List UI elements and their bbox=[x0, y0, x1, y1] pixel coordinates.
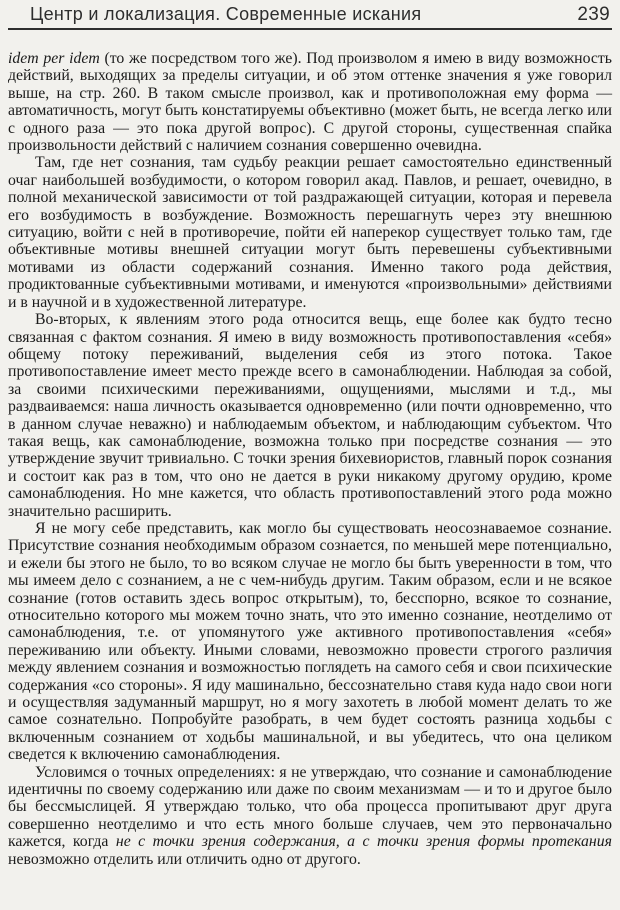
paragraph-run-italic: не с точки зрения содержания, а с точки зрения формы протекания bbox=[115, 833, 613, 851]
paragraph bbox=[8, 154, 612, 311]
page-number: 239 bbox=[577, 4, 610, 25]
paragraph-run: Там, где нет сознания, там судьбу реакции решает самостоятельно единственный очаг наибольшей возбудимости, о котором говорил акад. Павлов, и решает, очевидно, в полной механической зависимости от той раздражающей ситуации, которая и перевела его возбудимость в возбуждение. Возможность перешагнуть через эту внешнюю ситуацию, войти с ней в противоречие, пойти ей наперекор существует только там, где объективные мотивы внешней ситуации могут быть перевешены субъективными мотивами из области содержаний сознания. Именно такого рода действия, продиктованные субъективными мотивами, и именуются «произвольными» действиями и в научной и в художественной литературе. bbox=[8, 154, 612, 311]
paragraph bbox=[8, 764, 612, 868]
paragraph bbox=[8, 50, 612, 154]
paragraph bbox=[8, 311, 612, 520]
paragraph-run: Я не могу себе представить, как могло бы существовать неосознаваемое сознание. Присутствие сознания необходимым образом сознается, по меньшей мере потенциально, и ежели бы этого не было, то во всяком случае не могло бы быть уверенности в том, что мы имеем дело с сознанием, а не с чем-нибудь другим. Таким образом, если и не всякое сознание (готов оставить здесь вопрос открытым), то, бесспорно, всякое то сознание, относительно которого мы можем точно знать, что это именно сознание, неотделимо от самонаблюдения, т.е. от упомянутого уже активного противопоставления «себя» переживанию или объекту. Иными словами, невозможно провести строгого различия между явлением сознания и возможностью поглядеть на самого себя и свои психические содержания «со стороны». Я иду машинально, бессознательно ставя куда надо свои ноги и осуществляя задуманный маршрут, но я могу захотеть в любой момент делать то же самое сознательно. Попробуйте разобрать, в чем будет состоять разница ходьбы с включенным сознанием от ходьбы машинальной, и вы убедитесь, что она целиком сведется к включению самонаблюдения. bbox=[8, 519, 612, 764]
paragraph-run: Условимся о точных определениях: я не утверждаю, что сознание и самонаблюдение идентичны по своему содержанию или даже по своим механизмам — и то и другое было бы бессмыслицей. Я утверждаю только, что оба процесса пропитывают друг друга совершенно неотделимо и что есть много больше случаев, чем это первоначально кажется, когда bbox=[8, 763, 612, 851]
paragraph-run: невозможно отделить или отличить одно от другого. bbox=[8, 850, 361, 868]
paragraph-run: (то же посредством того же). Под произволом я имею в виду возможность действий, выходящих за пределы ситуации, и об этом оттенке значения я уже говорил выше, на стр. 260. В таком смысле произвол, как и противоположная ему форма — автоматичность, могут быть констатируемы объективно (может быть, не всегда легко или с одного раза — это пока другой вопрос). С другой стороны, существенная спайка произвольности действий с наличием сознания совершенно очевидна. bbox=[8, 50, 612, 155]
paragraph bbox=[8, 520, 612, 764]
page-body bbox=[8, 50, 612, 868]
paragraph-run: Во-вторых, к явлениям этого рода относится вещь, еще более как будто тесно связанная с фактом сознания. Я имею в виду возможность противопоставления «себя» общему потоку переживаний, выделения себя из этого потока. Такое противопоставление имеет место прежде всего в самонаблюдении. Наблюдая за собой, за своими психическими переживаниями, ощущениями, мыслями и т.д., мы раздваиваемся: наша личность оказывается одновременно (или почти одновременно, что в данном случае неважно) и наблюдаемым объектом, и наблюдающим субъектом. Что такая вещь, как самонаблюдение, возможна только при посредстве сознания — это утверждение звучит тривиально. С точки зрения бихевиористов, главный порок сознания и состоит как раз в том, что оно не дается в руки никакому другому орудию, кроме самонаблюдения. Но мне кажется, что область противопоставлений этого рода можно значительно расширить. bbox=[8, 311, 612, 520]
running-header-title: Центр и локализация. Современные искания bbox=[30, 4, 422, 24]
paragraph-run-italic: idem per idem bbox=[8, 50, 100, 67]
running-header bbox=[8, 4, 612, 25]
header-rule bbox=[8, 28, 612, 30]
